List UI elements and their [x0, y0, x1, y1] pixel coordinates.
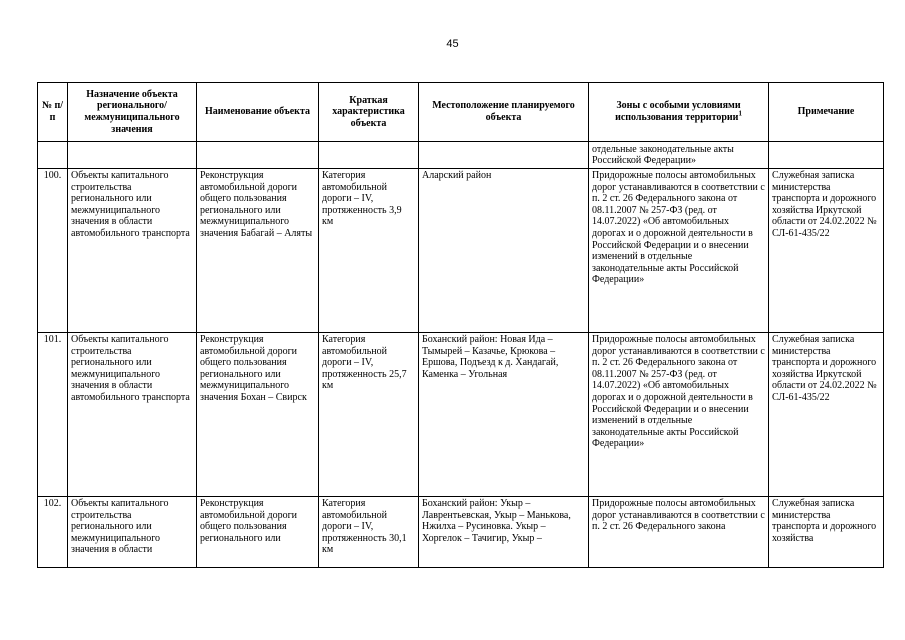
cell-purpose: Объекты капитального строительства регионального или межмуниципального значения в области: [68, 497, 197, 568]
page-number: 45: [446, 38, 459, 50]
cell-characteristic: Категория автомобильной дороги – IV, протяженность 25,7 км: [319, 333, 419, 497]
cell-location: Аларский район: [419, 169, 589, 333]
header-name: Наименование объекта: [197, 83, 319, 142]
cell-zones: Придорожные полосы автомобильных дорог устанавливаются в соответствии с п. 2 ст. 26 Федерального закона: [589, 497, 769, 568]
cell-location: Боханский район: Новая Ида – Тымырей – Казачье, Крюкова – Ершова, Подъезд к д. Хандагай, Каменка – Угольная: [419, 333, 589, 497]
cell-num: [38, 142, 68, 169]
continuation-row: [38, 142, 884, 169]
header-zones: [589, 83, 769, 142]
cell-location: [419, 142, 589, 169]
cell-characteristic: Категория автомобильной дороги – IV, протяженность 3,9 км: [319, 169, 419, 333]
cell-name: [197, 142, 319, 169]
header-zones-text: Зоны с особыми условиями использования территории: [615, 100, 741, 123]
cell-purpose: [68, 142, 197, 169]
cell-zones: Придорожные полосы автомобильных дорог устанавливаются в соответствии с п. 2 ст. 26 Федерального закона от 08.11.2007 № 257-ФЗ (ред. от 14.07.2022) «Об автомобильных дорогах и о дорожной деятельности в Российской Федерации и о внесении изменений в отдельные законодательные акты Российской Федерации»: [589, 333, 769, 497]
cell-note: Служебная записка министерства транспорта и дорожного хозяйства Иркутской области от 24.02.2022 № СЛ-61-435/22: [769, 333, 884, 497]
cell-name: Реконструкция автомобильной дороги общего пользования регионального или межмуниципального значения Бохан – Свирск: [197, 333, 319, 497]
table-header-row: [38, 83, 884, 142]
header-location: Местоположение планируемого объекта: [419, 83, 589, 142]
cell-characteristic: [319, 142, 419, 169]
cell-name: Реконструкция автомобильной дороги общего пользования регионального или межмуниципального значения Бабагай – Аляты: [197, 169, 319, 333]
cell-purpose: Объекты капитального строительства регионального или межмуниципального значения в области автомобильного транспорта: [68, 333, 197, 497]
header-num: № п/п: [38, 83, 68, 142]
cell-note: Служебная записка министерства транспорта и дорожного хозяйства: [769, 497, 884, 568]
cell-num: 101.: [38, 333, 68, 497]
cell-location: Боханский район: Укыр – Лаврентьевская, Укыр – Манькова, Нжилха – Русиновка. Укыр – Хоргелок – Тачигир, Укыр –: [419, 497, 589, 568]
table-row: [38, 169, 884, 333]
header-characteristic: Краткая характеристика объекта: [319, 83, 419, 142]
cell-name: Реконструкция автомобильной дороги общего пользования регионального или: [197, 497, 319, 568]
cell-num: 102.: [38, 497, 68, 568]
cell-note: Служебная записка министерства транспорта и дорожного хозяйства Иркутской области от 24.02.2022 № СЛ-61-435/22: [769, 169, 884, 333]
header-zones-footnote: 1: [738, 109, 742, 118]
cell-note: [769, 142, 884, 169]
cell-characteristic: Категория автомобильной дороги – IV, протяженность 30,1 км: [319, 497, 419, 568]
objects-table: [37, 82, 884, 568]
table-row: [38, 497, 884, 568]
cell-zones: Придорожные полосы автомобильных дорог устанавливаются в соответствии с п. 2 ст. 26 Федерального закона от 08.11.2007 № 257-ФЗ (ред. от 14.07.2022) «Об автомобильных дорогах и о дорожной деятельности в Российской Федерации и о внесении изменений в отдельные законодательные акты Российской Федерации»: [589, 169, 769, 333]
cell-purpose: Объекты капитального строительства регионального или межмуниципального значения в области автомобильного транспорта: [68, 169, 197, 333]
cell-zones: отдельные законодательные акты Российской Федерации»: [589, 142, 769, 169]
header-note: Примечание: [769, 83, 884, 142]
header-purpose: Назначение объекта регионального/ межмуниципального значения: [68, 83, 197, 142]
table-row: [38, 333, 884, 497]
cell-num: 100.: [38, 169, 68, 333]
